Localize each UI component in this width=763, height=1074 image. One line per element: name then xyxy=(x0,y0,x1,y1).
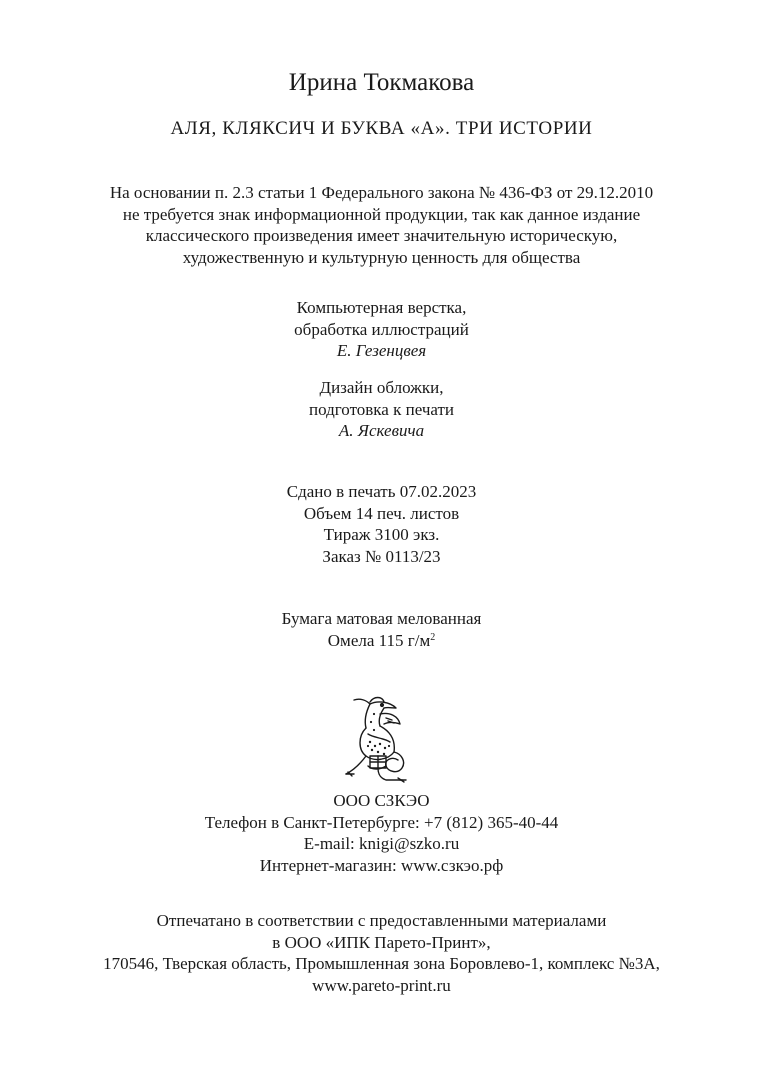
cover-credit-role: Дизайн обложки, xyxy=(319,378,444,397)
printer-address: 170546, Тверская область, Промышленная зона Боровлево-1, комплекс №3А, xyxy=(103,954,660,973)
legal-notice xyxy=(0,182,763,268)
paper-density-superscript: 2 xyxy=(430,631,436,643)
paper-density xyxy=(0,630,763,652)
publisher-phone: Телефон в Санкт-Петербурге: +7 (812) 365-40-44 xyxy=(204,812,559,832)
publisher-name: ООО СЗКЭО xyxy=(333,791,430,810)
legal-notice-line: классического произведения имеет значительную историческую, xyxy=(145,226,618,245)
paper-type: Бумага матовая мелованная xyxy=(281,609,482,628)
printer-line: Отпечатано в соответствии с предоставленными материалами xyxy=(156,911,607,930)
legal-notice-line: не требуется знак информационной продукции, так как данное издание xyxy=(122,204,641,224)
print-order-number: Заказ № 0113/23 xyxy=(322,546,441,566)
publisher-email: E-mail: knigi@szko.ru xyxy=(303,834,460,853)
printer-website: www.pareto-print.ru xyxy=(312,975,451,995)
layout-credit xyxy=(0,297,763,362)
layout-credit-role: Компьютерная верстка, xyxy=(296,298,467,317)
legal-notice-line: На основании п. 2.3 статьи 1 Федерального закона № 436-ФЗ от 29.12.2010 xyxy=(109,183,654,202)
print-info xyxy=(0,481,763,567)
publisher-info xyxy=(0,790,763,876)
publisher-shop: Интернет-магазин: www.сзкэо.рф xyxy=(259,855,504,875)
legal-notice-line: художественную и культурную ценность для общества xyxy=(182,247,581,267)
printer-line: в ООО «ИПК Парето-Принт», xyxy=(272,932,491,952)
author-name: Ирина Токмакова xyxy=(288,69,475,96)
dragon-emblem-icon xyxy=(340,694,420,784)
print-volume: Объем 14 печ. листов xyxy=(303,503,460,523)
paper-info xyxy=(0,608,763,651)
paper-density-text: Омела 115 г/м xyxy=(327,630,431,650)
layout-credit-role: обработка иллюстраций xyxy=(294,319,469,339)
layout-credit-name: Е. Гезенцвея xyxy=(336,341,427,360)
cover-credit xyxy=(0,377,763,442)
cover-credit-role: подготовка к печати xyxy=(308,399,455,419)
print-run: Тираж 3100 экз. xyxy=(323,525,440,544)
book-title: АЛЯ, КЛЯКСИЧ И БУКВА «А». ТРИ ИСТОРИИ xyxy=(170,118,593,139)
cover-credit-name: А. Яскевича xyxy=(338,421,425,440)
printer-info xyxy=(0,910,763,996)
print-signed-date: Сдано в печать 07.02.2023 xyxy=(286,482,477,501)
